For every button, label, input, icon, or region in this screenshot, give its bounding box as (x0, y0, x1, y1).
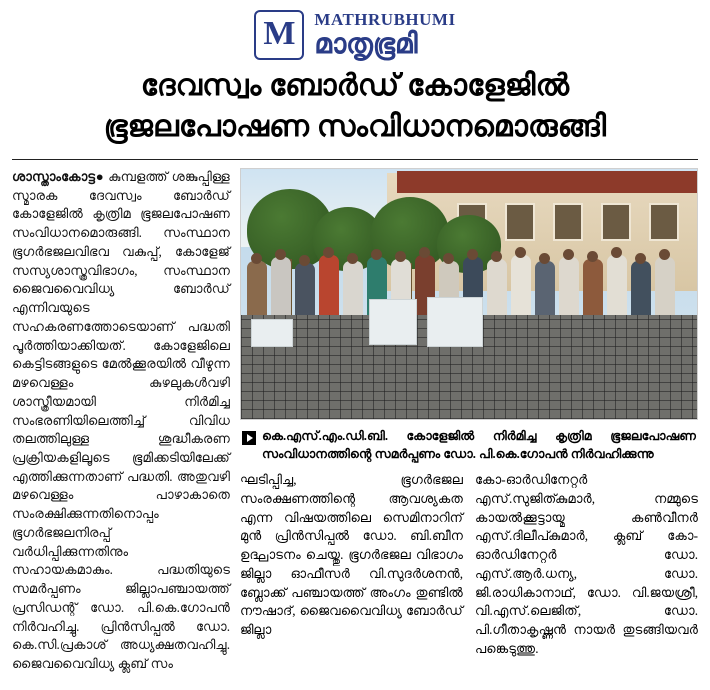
photo-caption (240, 420, 698, 469)
masthead-name-english: MATHRUBHUMI (314, 9, 456, 29)
photo-person-head (299, 255, 310, 266)
article-bottom-column-1: ഘടിപ്പിച്ച, ഭൂഗർഭജല സംരക്ഷണത്തിന്റെ ആവശ്യകത എന്ന വിഷയത്തിലെ സെമിനാറിന് മുൻ പ്രിൻസിപ്പൽ ഡോ. ബി.ബീന ഉദ്ഘാടനം ചെയ്തു. ഭൂഗർഭജല വിഭാഗം ജില്ലാ ഓഫീസർ വി.സുദർശനൻ, ബ്ലോക്ക് പഞ്ചായത്ത് അംഗം തുണ്ടിൽ നൗഷാദ്, ജൈവവൈവിധ്യ ബോർഡ് ജില്ലാ (240, 472, 463, 638)
photo-slab (369, 299, 417, 345)
photo-person-head (635, 253, 646, 264)
divider (12, 159, 698, 160)
mathrubhumi-logo-icon (254, 10, 304, 60)
photo-person-head (275, 249, 286, 260)
masthead-name-malayalam: മാതൃഭൂമി (314, 28, 418, 60)
photo-person-head (347, 253, 358, 264)
photo-person-head (539, 253, 550, 264)
photo-person-head (443, 253, 454, 264)
photo-person-head (587, 251, 598, 262)
headline-line-1: ദേവസ്വം ബോർഡ് കോളേജിൽ (140, 69, 570, 102)
masthead-text (314, 11, 455, 59)
photo-person-head (659, 249, 670, 260)
photo-person-head (611, 247, 622, 258)
article-photo (240, 168, 698, 420)
photo-slab (251, 319, 293, 347)
photo-building-window (601, 203, 631, 241)
headline-line-2: ഭൂജലപോഷണ സംവിധാനമൊരുങ്ങി (103, 109, 607, 143)
logo-letter: M (263, 15, 296, 52)
photo-person-head (515, 247, 526, 258)
photo-person-head (563, 249, 574, 260)
article-right-column (240, 168, 698, 674)
masthead (0, 0, 710, 62)
photo-person-head (419, 247, 430, 258)
dateline: ശാസ്താംകോട്ട (12, 169, 96, 184)
photo-person-head (467, 249, 478, 260)
article-bottom-column-2: കോ-ഓർഡിനേറ്റർ എസ്.സുജിത്കുമാർ, നമ്മുടെ കായൽക്കൂട്ടായ്മ കൺവീനർ എസ്.ദിലീപ്കുമാർ, ക്ലബ് കോ-ഓർഡിനേറ്റർ ഡോ. എസ്.ആർ.ധന്യ, ഡോ. ജി.രാധികാനാഥ്, ഡോ. വി.ജയശ്രീ, വി.എസ്.ലെജിത്, ഡോ. പി.ഗീതാകൃഷ്ണൻ നായർ തുടങ്ങിയവർ പങ്കെടുത്തു. (475, 472, 698, 656)
photo-person-head (323, 247, 334, 258)
photo-person-head (371, 249, 382, 260)
article-bottom-columns (240, 469, 698, 658)
photo-caption-text: കെ.എസ്.എം.ഡി.ബി. കോളേജിൽ നിർമിച്ച കൃത്രിമ ഭൂജലപോഷണ സംവിധാനത്തിന്റെ സമർപ്പണം ഡോ. പി.കെ.ഗോപൻ നിർവഹിക്കുന്നു (262, 429, 696, 461)
photo-building-window (649, 203, 679, 241)
photo-building-window (553, 203, 583, 241)
article-left-column (12, 168, 230, 674)
play-icon (242, 431, 256, 445)
page-title (0, 62, 710, 153)
photo-person-head (395, 251, 406, 262)
photo-slab (427, 297, 483, 347)
article-left-text: ● കുമ്പളത്ത് ശങ്കുപ്പിള്ള സ്മാരക ദേവസ്വം ബോർഡ് കോളേജിൽ കൃത്രിമ ഭൂജലപോഷണ സംവിധാനമൊരുങ്ങി. സംസ്ഥാന ഭൂഗർഭജലവിഭവ വകുപ്പ്, കോളേജ് സസ്യശാസ്ത്രവിഭാഗം, സംസ്ഥാന ജൈവവൈവിധ്യ ബോർഡ് എന്നിവയുടെ സഹകരണത്തോടെയാണ് പദ്ധതി പൂർത്തിയാക്കിയത്. കോളേജിലെ കെട്ടിടങ്ങളുടെ മേൽക്കൂരയിൽ വീഴുന്ന മഴവെള്ളം കുഴലുകൾവഴി ശാസ്ത്രീയമായി നിർമിച്ച സംഭരണിയിലെത്തിച്ച് വിവിധ തലത്തിലുള്ള ശുദ്ധീകരണ പ്രക്രിയകളിലൂടെ ഭൂമിക്കടിയിലേക്ക് എത്തിക്കുന്നതാണ് പദ്ധതി. അതുവഴി മഴവെള്ളം പാഴാകാതെ സംരക്ഷിക്കുന്നതിനൊപ്പം ഭൂഗർഭജലനിരപ്പ് വർധിപ്പിക്കുന്നതിനും സഹായകമാകും. പദ്ധതിയുടെ സമർപ്പണം ജില്ലാപഞ്ചായത്ത് പ്രസിഡന്റ് ഡോ. പി.കെ.ഗോപൻ നിർവഹിച്ചു. പ്രിൻസിപ്പൽ ഡോ. കെ.സി.പ്രകാശ് അധ്യക്ഷതവഹിച്ചു. ജൈവവൈവിധ്യ ക്ലബ് സം (12, 169, 230, 672)
photo-person-head (251, 253, 262, 264)
article-body (0, 168, 710, 674)
photo-person-head (491, 251, 502, 262)
